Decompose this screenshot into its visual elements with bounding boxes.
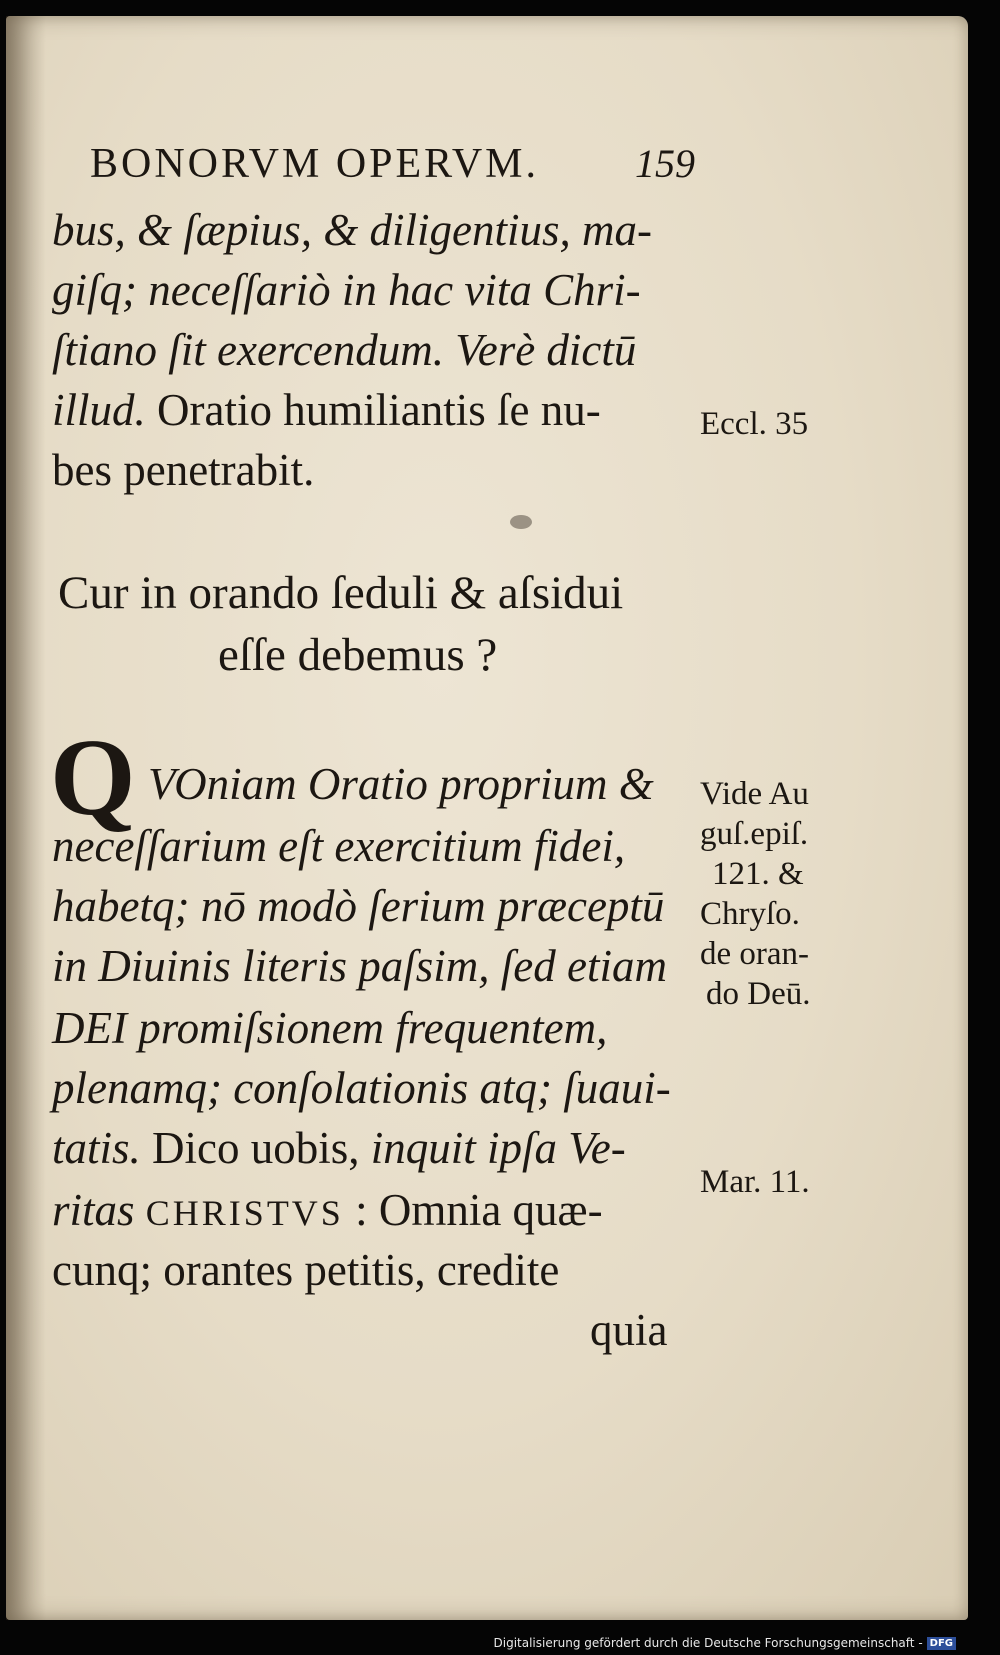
marginal-note: Chryſo.	[700, 896, 800, 932]
ink-blot	[510, 515, 532, 529]
text-line: in Diuinis literis paſsim, ſed etiam	[52, 941, 667, 991]
marginal-note-mar: Mar. 11.	[700, 1164, 810, 1200]
text-line: VOniam Oratio proprium &	[148, 759, 654, 809]
text-line: neceſſarium eſt exercitium fidei,	[52, 821, 626, 871]
section-heading: Cur in orando ſeduli & aſsidui	[58, 567, 624, 619]
credit-text: Digitalisierung gefördert durch die Deutsche Forschungsgemeinschaft -	[493, 1636, 923, 1650]
text-line: bus, & ſæpius, & diligentius, ma-	[52, 205, 653, 255]
text-italic: tatis.	[52, 1123, 141, 1173]
running-title: BONORVM OPERVM.	[90, 141, 540, 187]
marginal-note: do Deū.	[706, 976, 811, 1012]
text-line: giſq; neceſſariò in hac vita Chri-	[52, 265, 641, 315]
text-italic: illud.	[52, 385, 146, 435]
dfg-logo: DFG	[927, 1637, 956, 1650]
text-roman: Oratio humiliantis ſe nu-	[157, 385, 601, 435]
text-line: cunq; orantes petitis, credite	[52, 1245, 560, 1295]
text-line: DEI promiſsionem frequentem,	[52, 1003, 608, 1053]
text-line	[52, 1123, 626, 1173]
section-heading-continued: eſſe debemus ?	[218, 629, 498, 681]
text-line	[52, 385, 601, 435]
digitization-credit	[494, 1636, 957, 1650]
text-line	[52, 1185, 603, 1235]
text-italic: ritas	[52, 1185, 135, 1235]
text-line: habetq; nō modò ſerium præceptū	[52, 881, 665, 931]
marginal-note: de oran-	[700, 936, 810, 972]
book-page	[6, 16, 968, 1620]
marginal-note: Vide Au	[700, 776, 809, 812]
gutter-shadow	[6, 16, 46, 1620]
marginal-note: 121. &	[712, 856, 804, 892]
text-line: ſtiano ſit exercendum. Verè dictū	[52, 325, 637, 375]
marginal-note: guſ.epiſ.	[700, 816, 809, 852]
text-italic: inquit ipſa Ve-	[370, 1123, 626, 1173]
catchword: quia	[590, 1305, 668, 1355]
page-number: 159	[635, 141, 695, 186]
text-roman: Dico uobis,	[152, 1123, 360, 1173]
marginal-note-eccl: Eccl. 35	[700, 406, 809, 442]
text-line: plenamq; conſolationis atq; ſuaui-	[52, 1063, 671, 1113]
text-roman: : Omnia quæ-	[355, 1185, 603, 1235]
text-small-caps: CHRISTVS	[145, 1193, 344, 1233]
text-line: bes penetrabit.	[52, 445, 315, 495]
drop-capital: Q	[50, 716, 136, 838]
